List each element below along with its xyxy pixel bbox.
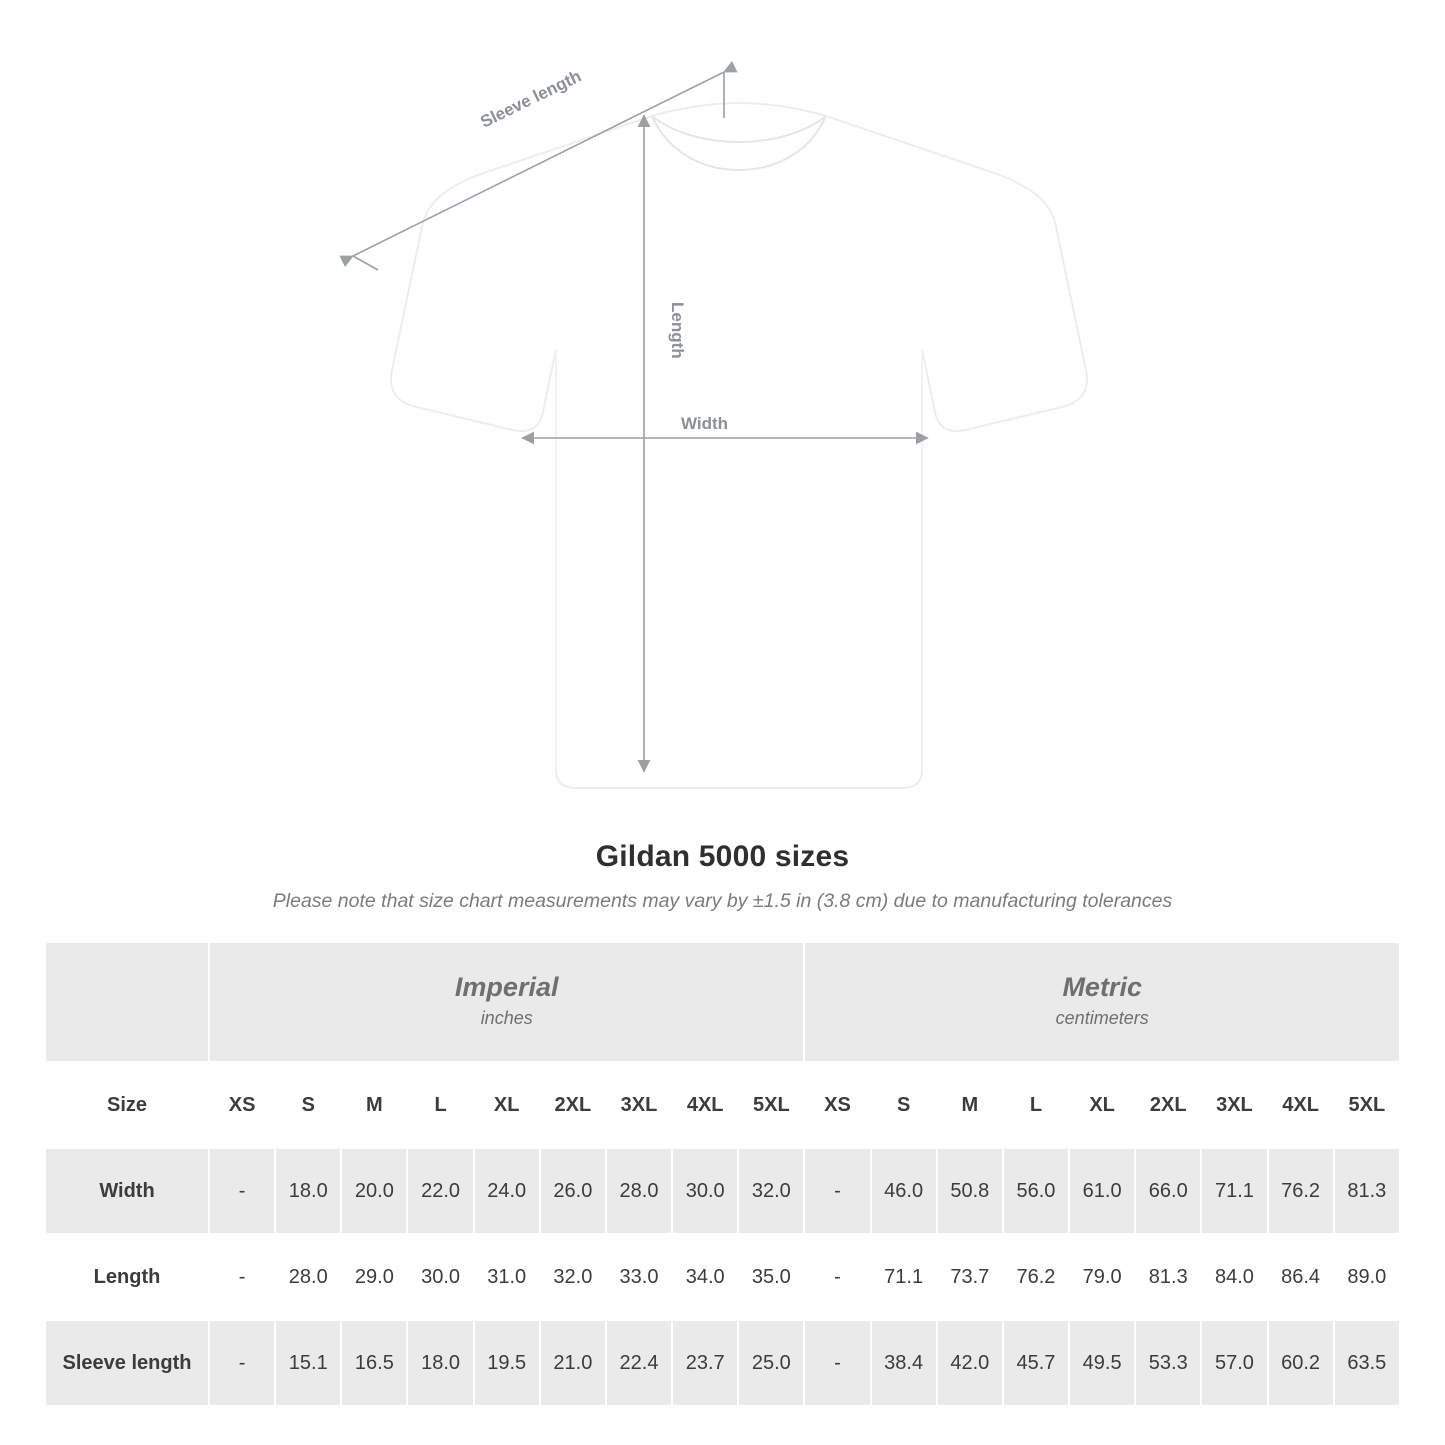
cell-imperial: - — [209, 1234, 275, 1320]
cell-imperial: 21.0 — [540, 1320, 606, 1406]
size-header-metric-xl: XL — [1069, 1062, 1135, 1148]
cell-imperial: - — [209, 1148, 275, 1234]
unit-header-row — [45, 942, 1400, 1062]
size-header-imperial-4xl: 4XL — [672, 1062, 738, 1148]
cell-imperial: 30.0 — [672, 1148, 738, 1234]
cell-metric: 38.4 — [871, 1320, 937, 1406]
cell-metric: 53.3 — [1135, 1320, 1201, 1406]
cell-imperial: 15.1 — [275, 1320, 341, 1406]
cell-imperial: 22.4 — [606, 1320, 672, 1406]
cell-metric: - — [804, 1320, 870, 1406]
cell-metric: 81.3 — [1334, 1148, 1400, 1234]
table-row — [45, 1234, 1400, 1320]
cell-metric: - — [804, 1234, 870, 1320]
cell-metric: 73.7 — [937, 1234, 1003, 1320]
size-header-metric-l: L — [1003, 1062, 1069, 1148]
cell-metric: 42.0 — [937, 1320, 1003, 1406]
cell-metric: 76.2 — [1268, 1148, 1334, 1234]
sleeve-length-label: Sleeve length — [477, 66, 585, 132]
cell-imperial: 25.0 — [738, 1320, 804, 1406]
length-label: Length — [668, 302, 687, 359]
cell-imperial: 22.0 — [407, 1148, 473, 1234]
cell-metric: 84.0 — [1201, 1234, 1267, 1320]
size-header-label: Size — [45, 1062, 209, 1148]
cell-imperial: 20.0 — [341, 1148, 407, 1234]
size-header-metric-5xl: 5XL — [1334, 1062, 1400, 1148]
table-row — [45, 1148, 1400, 1234]
size-header-metric-3xl: 3XL — [1201, 1062, 1267, 1148]
size-header-imperial-2xl: 2XL — [540, 1062, 606, 1148]
size-table — [44, 941, 1401, 1407]
cell-imperial: 32.0 — [738, 1148, 804, 1234]
cell-imperial: 31.0 — [474, 1234, 540, 1320]
cell-imperial: 34.0 — [672, 1234, 738, 1320]
size-header-imperial-5xl: 5XL — [738, 1062, 804, 1148]
row-label-sleeve-length: Sleeve length — [45, 1320, 209, 1406]
cell-metric: 60.2 — [1268, 1320, 1334, 1406]
size-header-imperial-s: S — [275, 1062, 341, 1148]
width-label: Width — [681, 414, 729, 433]
size-table-wrap — [0, 941, 1445, 1407]
cell-imperial: 18.0 — [407, 1320, 473, 1406]
cell-metric: 63.5 — [1334, 1320, 1400, 1406]
cell-metric: 66.0 — [1135, 1148, 1201, 1234]
cell-imperial: 26.0 — [540, 1148, 606, 1234]
unit-group-imperial — [209, 942, 804, 1062]
cell-imperial: 30.0 — [407, 1234, 473, 1320]
cell-imperial: 16.5 — [341, 1320, 407, 1406]
cell-metric: 46.0 — [871, 1148, 937, 1234]
cell-metric: 71.1 — [1201, 1148, 1267, 1234]
size-header-metric-s: S — [871, 1062, 937, 1148]
cell-metric: 76.2 — [1003, 1234, 1069, 1320]
size-header-imperial-m: M — [341, 1062, 407, 1148]
cell-metric: 79.0 — [1069, 1234, 1135, 1320]
cell-imperial: 28.0 — [275, 1234, 341, 1320]
cell-metric: 45.7 — [1003, 1320, 1069, 1406]
cell-metric: - — [804, 1148, 870, 1234]
unit-header-spacer — [45, 942, 209, 1062]
size-header-imperial-xs: XS — [209, 1062, 275, 1148]
cell-metric: 50.8 — [937, 1148, 1003, 1234]
unit-group-name: Metric — [1062, 971, 1142, 1002]
cell-imperial: 28.0 — [606, 1148, 672, 1234]
cell-imperial: 29.0 — [341, 1234, 407, 1320]
cell-metric: 89.0 — [1334, 1234, 1400, 1320]
row-label-width: Width — [45, 1148, 209, 1234]
cell-metric: 61.0 — [1069, 1148, 1135, 1234]
cell-metric: 71.1 — [871, 1234, 937, 1320]
cell-metric: 56.0 — [1003, 1148, 1069, 1234]
cell-imperial: 24.0 — [474, 1148, 540, 1234]
cell-metric: 57.0 — [1201, 1320, 1267, 1406]
cell-imperial: 18.0 — [275, 1148, 341, 1234]
unit-group-sub: centimeters — [1055, 1008, 1149, 1029]
cell-metric: 49.5 — [1069, 1320, 1135, 1406]
row-label-length: Length — [45, 1234, 209, 1320]
size-header-metric-xs: XS — [804, 1062, 870, 1148]
size-header-metric-m: M — [937, 1062, 1003, 1148]
unit-group-name: Imperial — [454, 971, 559, 1002]
cell-metric: 81.3 — [1135, 1234, 1201, 1320]
size-header-metric-2xl: 2XL — [1135, 1062, 1201, 1148]
unit-group-metric — [804, 942, 1400, 1062]
unit-group-sub: inches — [480, 1008, 533, 1029]
cell-imperial: 32.0 — [540, 1234, 606, 1320]
cell-imperial: 19.5 — [474, 1320, 540, 1406]
tshirt-shape — [391, 103, 1087, 788]
table-row — [45, 1320, 1400, 1406]
chart-note: Please note that size chart measurements may vary by ±1.5 in (3.8 cm) due to manufacturing tolerances — [272, 890, 1173, 912]
cell-imperial: 35.0 — [738, 1234, 804, 1320]
size-header-metric-4xl: 4XL — [1268, 1062, 1334, 1148]
cell-imperial: 33.0 — [606, 1234, 672, 1320]
size-header-imperial-3xl: 3XL — [606, 1062, 672, 1148]
size-header-imperial-xl: XL — [474, 1062, 540, 1148]
size-header-imperial-l: L — [407, 1062, 473, 1148]
cell-metric: 86.4 — [1268, 1234, 1334, 1320]
chart-title: Gildan 5000 sizes — [595, 840, 850, 873]
title-block — [0, 840, 1445, 913]
cell-imperial: 23.7 — [672, 1320, 738, 1406]
cell-imperial: - — [209, 1320, 275, 1406]
size-header-row — [45, 1062, 1400, 1148]
